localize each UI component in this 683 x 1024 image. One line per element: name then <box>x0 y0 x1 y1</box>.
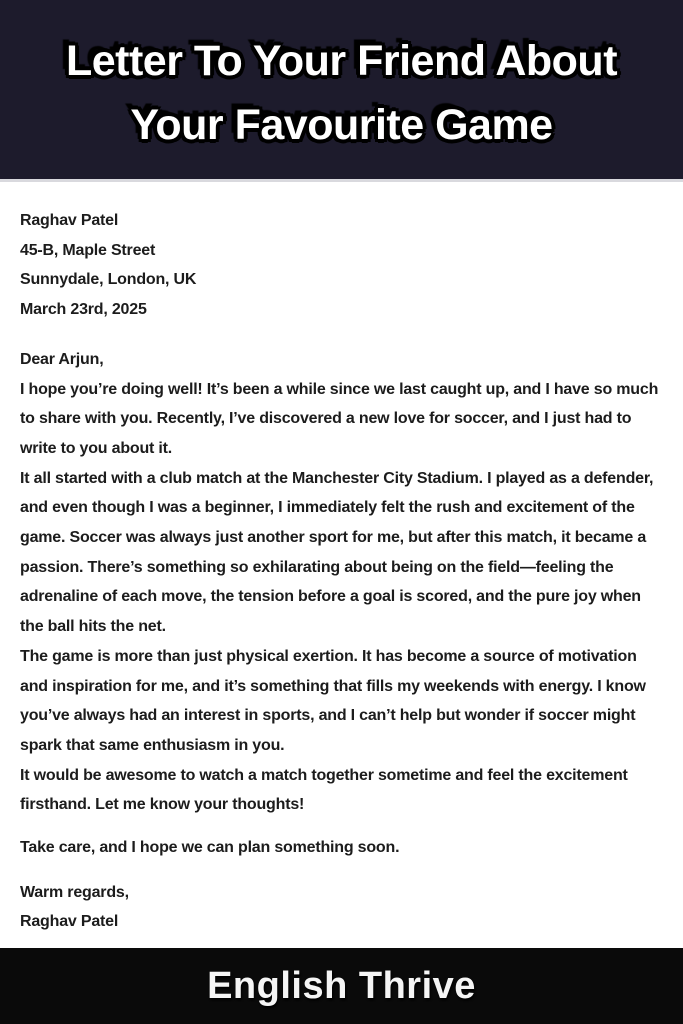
letter-main-text <box>20 345 663 820</box>
paragraph: The game is more than just physical exertion. It has become a source of motivation and inspiration for me, and it’s something that fills my weekends with energy. I know you’ve always had an interest in sports, and I can’t help but wonder if soccer might spark that same enthusiasm in you. <box>20 647 646 754</box>
sender-address-block <box>20 206 663 325</box>
sender-name: Raghav Patel <box>20 212 119 229</box>
paragraph: It would be awesome to watch a match together sometime and feel the excitement firsthand. Let me know your thoughts! <box>20 766 628 814</box>
page-title-line1: Letter To Your Friend About <box>65 36 618 85</box>
paragraph: I hope you’re doing well! It’s been a while since we last caught up, and I have so much to share with you. Recently, I’ve discovered a new love for soccer, and I just had to write to you about it. <box>20 380 659 457</box>
greeting: Dear Arjun, <box>20 350 104 368</box>
sender-city: Sunnydale, London, UK <box>20 271 197 289</box>
signature-name: Raghav Patel <box>20 913 119 931</box>
closing-line: Take care, and I hope we can plan something soon. <box>20 839 400 857</box>
signoff-phrase: Warm regards, <box>20 883 129 901</box>
paragraph: It all started with a club match at the Manchester City Stadium. I played as a defender, and even though I was a beginner, I immediately felt the rush and excitement of the game. Soccer was always just another sport for me, but after this match, it became a passion. There’s something so exhilarating about being on the field—feeling the adrenaline of each move, the tension before a goal is scored, and the pure joy when the ball hits the net. <box>20 469 654 636</box>
signoff-block <box>20 878 663 937</box>
brand-name: English Thrive <box>207 964 476 1007</box>
letter-date: March 23rd, 2025 <box>20 301 147 319</box>
letter-body <box>0 182 683 937</box>
footer-banner <box>0 948 683 1024</box>
sender-street: 45-B, Maple Street <box>20 241 156 259</box>
page-title-line2: Your Favourite Game <box>130 100 553 149</box>
header-banner <box>0 0 683 182</box>
